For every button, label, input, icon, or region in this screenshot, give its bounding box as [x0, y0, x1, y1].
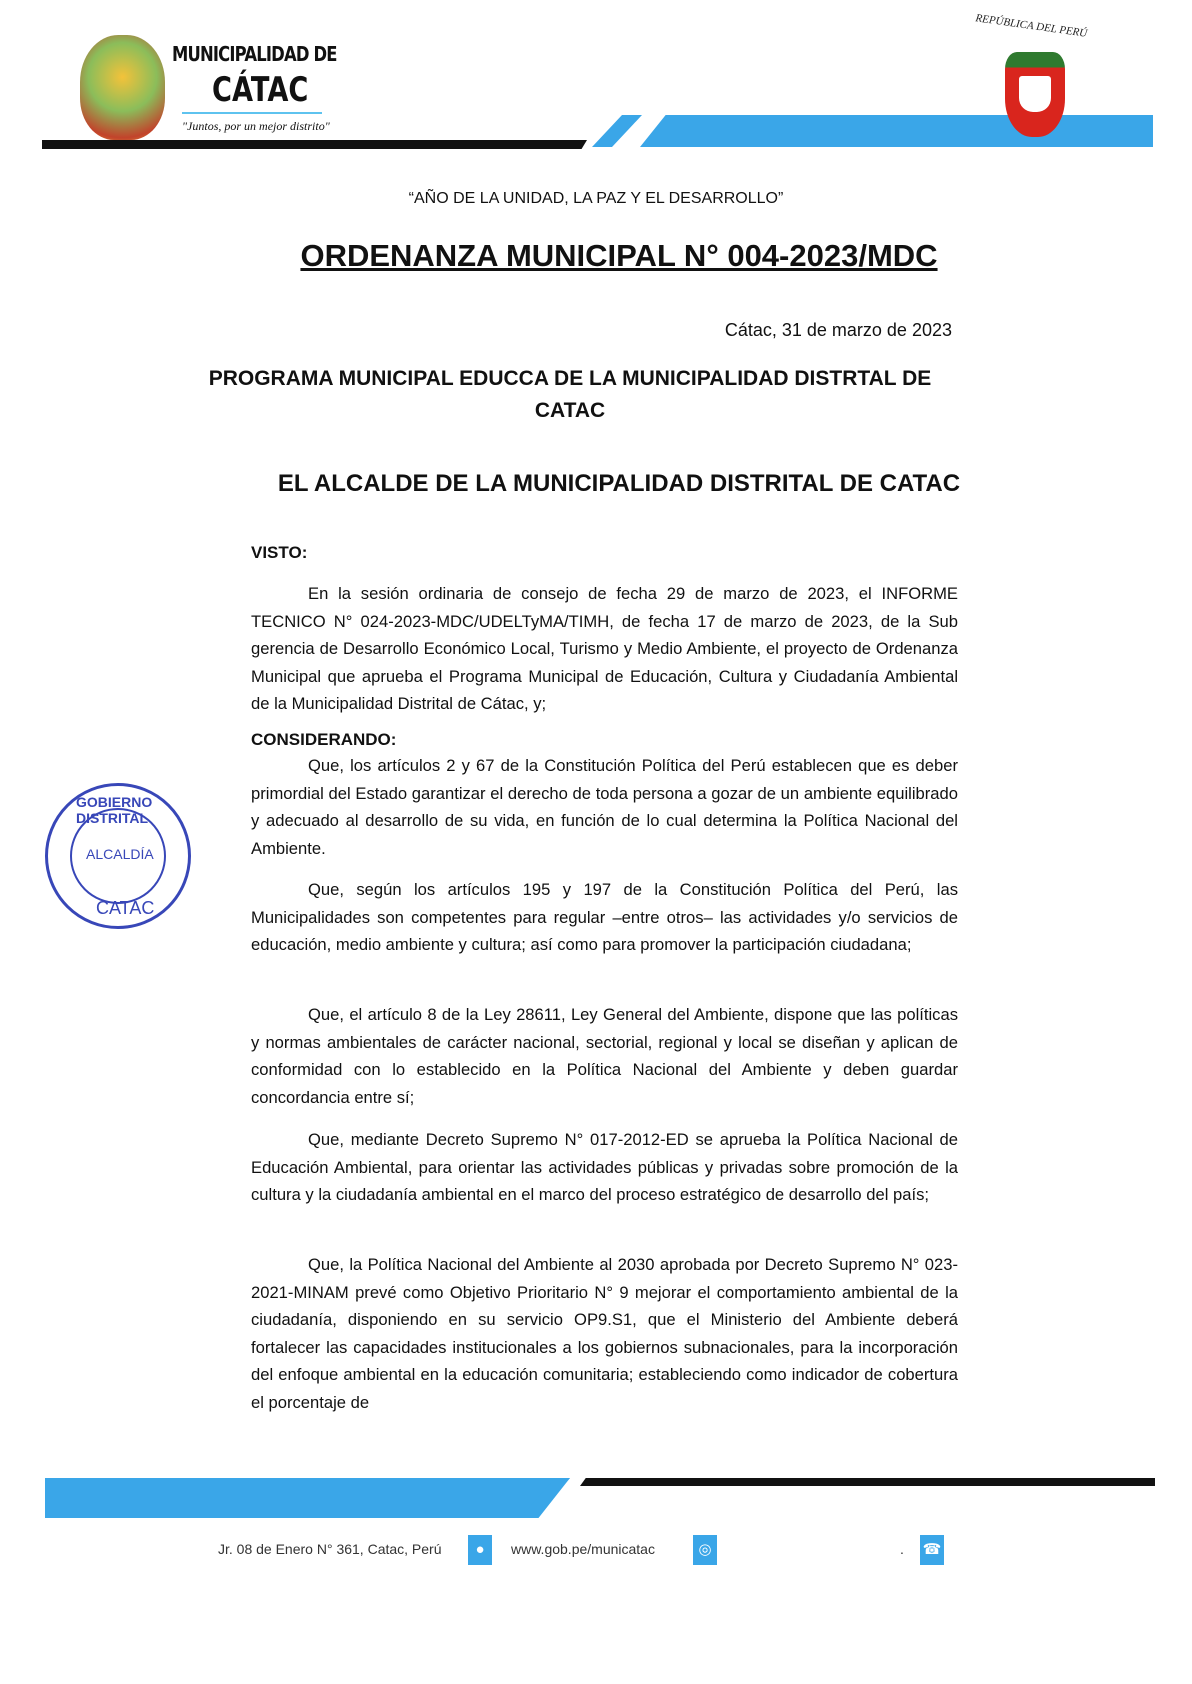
- ordinance-title: ORDENANZA MUNICIPAL N° 004-2023/MDC: [300, 238, 938, 273]
- footer-address: Jr. 08 de Enero N° 361, Catac, Perú: [218, 1541, 442, 1557]
- globe-icon: ◎: [693, 1535, 717, 1565]
- footer-phone: .: [900, 1541, 904, 1557]
- document-date: Cátac, 31 de marzo de 2023: [724, 320, 952, 340]
- stamp-bottom-text: CATAC: [96, 898, 155, 918]
- authority-heading: EL ALCALDE DE LA MUNICIPALIDAD DISTRITAL DE CATAC: [277, 470, 961, 497]
- stamp-middle-text: ALCALDÍA: [86, 846, 154, 862]
- header-blue-slash: [592, 115, 642, 147]
- municipality-name-line1: MUNICIPALIDAD DE: [172, 42, 337, 66]
- header-blue-bar: [640, 115, 1153, 147]
- official-stamp: [45, 783, 191, 929]
- considerando-paragraph: Que, la Política Nacional del Ambiente al 2030 aprobada por Decreto Supremo N° 023-2021-MINAM prevé como Objetivo Prioritario N° 9 mejorar el comportamiento ambiental de la ciudadanía, disponiendo en su servicio OP9.S1, que el Ministerio del Ambiente deberá fortalecer las capacidades institucionales a los gobiernos subnacionales, para la incorporación del enfoque ambiental en la educación comunitaria; estableciendo como indicador de cobertura el porcentaje de: [251, 1255, 958, 1412]
- visto-paragraph: En la sesión ordinaria de consejo de fecha 29 de marzo de 2023, el INFORME TECNICO N° 024-2023-MDC/UDELTyMA/TIMH, de fecha 17 de marzo de 2023, de la Sub gerencia de Desarrollo Económico Local, Turismo y Medio Ambiente, el proyecto de Ordenanza Municipal que aprueba el Programa Municipal de Educación, Cultura y Ciudadanía Ambiental de la Municipalidad Distrital de Cátac, y;: [251, 584, 958, 713]
- divider: [182, 112, 322, 114]
- municipality-logo: [80, 35, 165, 140]
- municipality-name-line2: CÁTAC: [212, 70, 309, 110]
- considerando-paragraph: Que, según los artículos 195 y 197 de la Constitución Política del Perú, las Municipalidades son competentes para regular –entre otros– las actividades y/o servicios de educación, medio ambiente y cultura; así como para promover la participación ciudadana;: [251, 880, 958, 954]
- location-pin-icon: ●: [468, 1535, 492, 1565]
- footer-blue-bar: [45, 1478, 570, 1518]
- phone-icon: ☎: [920, 1535, 944, 1565]
- considerando-paragraph: Que, los artículos 2 y 67 de la Constitución Política del Perú establecen que es deber primordial del Estado garantizar el derecho de toda persona a gozar de un ambiente equilibrado y adecuado al desarrollo de su vida, en función de lo cual determina la Política Nacional del Ambiente.: [251, 756, 958, 858]
- peru-seal-text: REPÚBLICA DEL PERÚ: [974, 12, 1088, 40]
- year-motto: “AÑO DE LA UNIDAD, LA PAZ Y EL DESARROLLO”: [408, 190, 784, 207]
- considerando-paragraph: Que, mediante Decreto Supremo N° 017-2012-ED se aprueba la Política Nacional de Educación Ambiental, para orientar las actividades públicas y privadas sobre promoción de la cultura y la ciudadanía ambiental en el marco del proceso estratégico de desarrollo del país;: [251, 1130, 958, 1204]
- header-black-bar: [42, 140, 587, 149]
- peru-coat-of-arms-icon: [1005, 52, 1065, 137]
- considerando-paragraph: Que, el artículo 8 de la Ley 28611, Ley General del Ambiente, dispone que las políticas y normas ambientales de carácter nacional, sectorial, regional y local se diseñan y aplican de conformidad con lo establecido en la Política Nacional del Ambiente y deben guardar concordancia entre sí;: [251, 1005, 958, 1107]
- program-title: PROGRAMA MUNICIPAL EDUCCA DE LA MUNICIPALIDAD DISTRTAL DE CATAC: [208, 367, 932, 422]
- visto-label: VISTO:: [251, 543, 308, 562]
- footer-black-bar: [580, 1478, 1155, 1486]
- footer-website[interactable]: www.gob.pe/municatac: [511, 1541, 655, 1557]
- considerando-label: CONSIDERANDO:: [251, 730, 397, 749]
- stamp-top-text: GOBIERNO DISTRITAL: [76, 794, 153, 826]
- municipality-slogan: "Juntos, por un mejor distrito": [182, 119, 330, 133]
